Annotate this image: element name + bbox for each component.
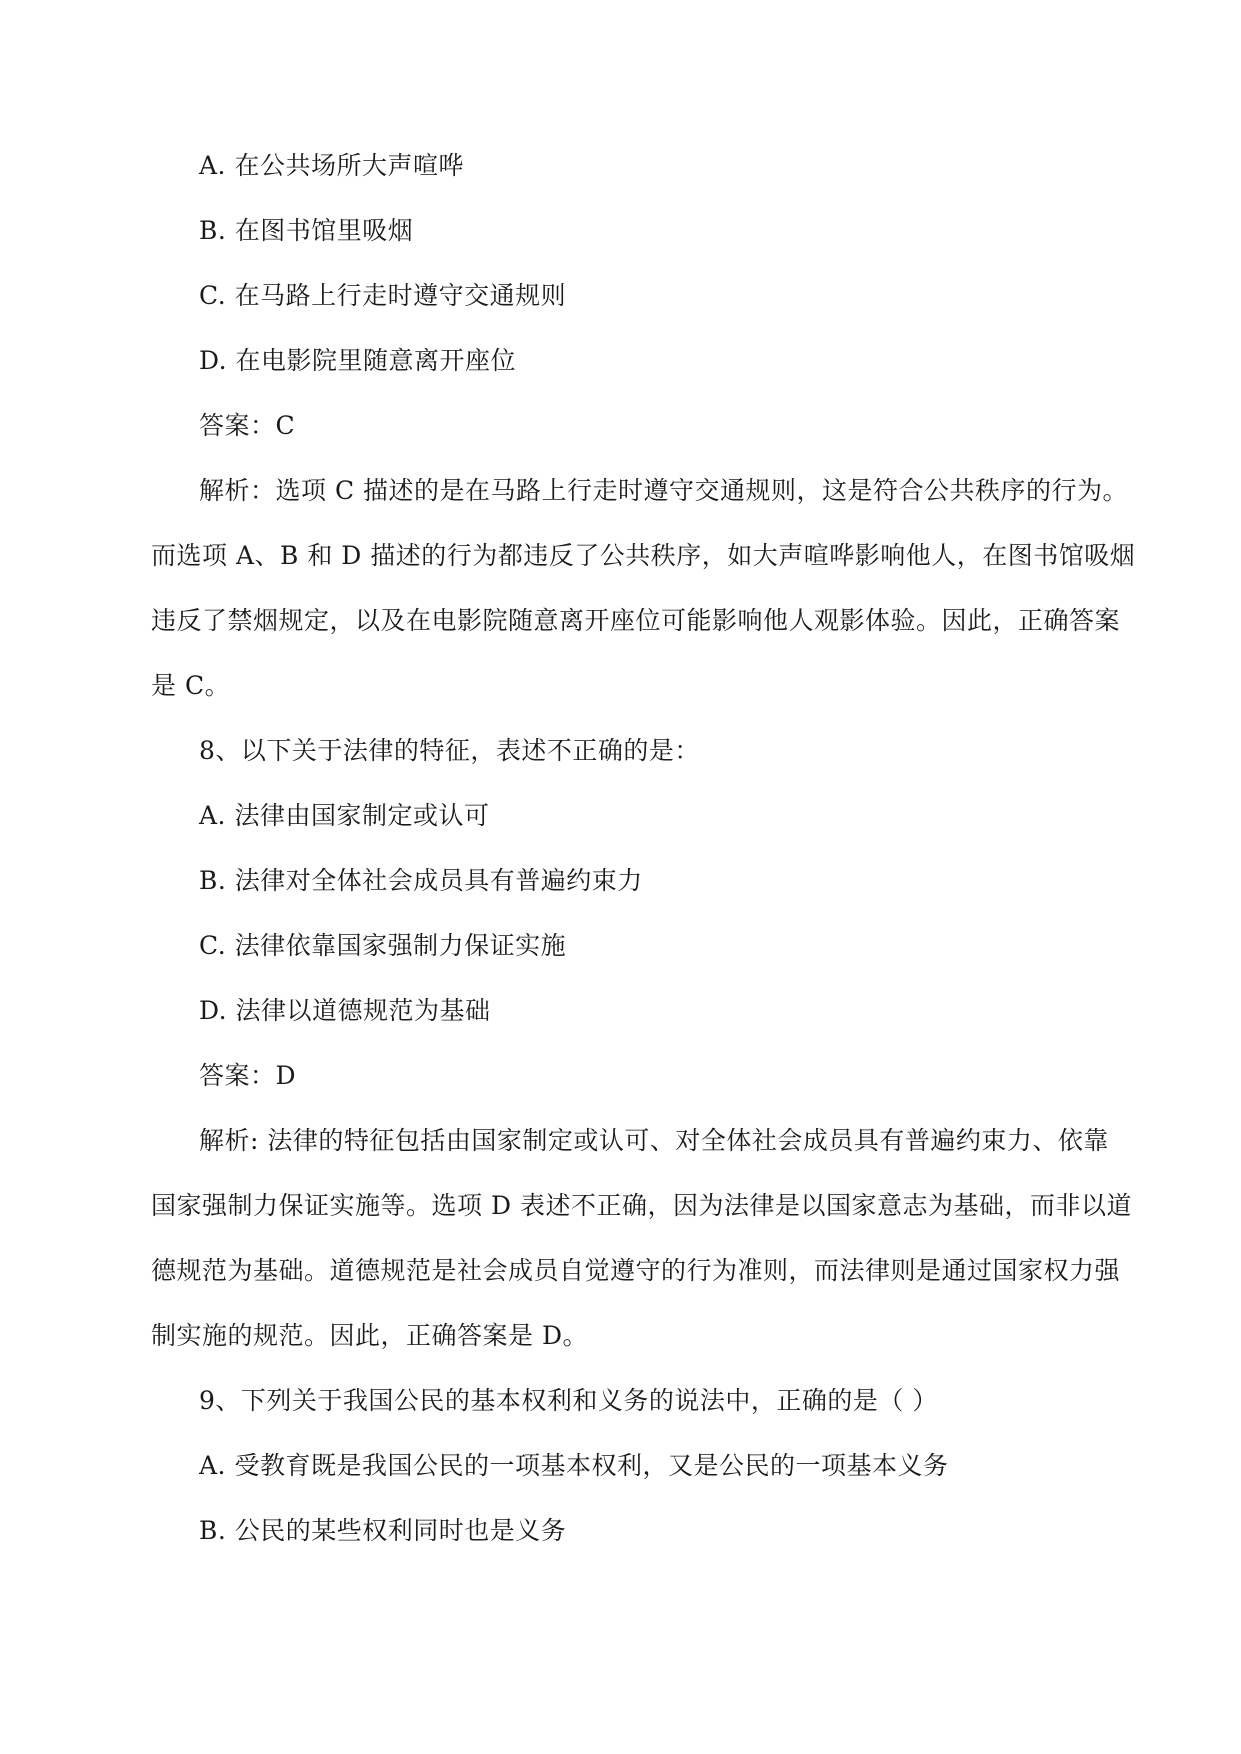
q7-option-a: A. 在公共场所大声喧哗	[199, 151, 464, 180]
q8-option-b: B. 法律对全体社会成员具有普遍约束力	[199, 866, 643, 895]
q7-analysis-line-3: 违反了禁烟规定，以及在电影院随意离开座位可能影响他人观影体验。因此，正确答案	[151, 606, 1121, 635]
q9-option-b: B. 公民的某些权利同时也是义务	[199, 1516, 567, 1545]
q7-option-c: C. 在马路上行走时遵守交通规则	[199, 281, 567, 310]
q8-option-a: A. 法律由国家制定或认可	[199, 801, 490, 830]
q8-option-c: C. 法律依靠国家强制力保证实施	[199, 931, 567, 960]
q7-analysis-line-4: 是 C。	[151, 671, 231, 700]
q8-analysis-line-2: 国家强制力保证实施等。选项 D 表述不正确，因为法律是以国家意志为基础，而非以道	[151, 1191, 1132, 1220]
q7-option-b: B. 在图书馆里吸烟	[199, 216, 414, 245]
q7-analysis-line-1: 解析：选项 C 描述的是在马路上行走时遵守交通规则，这是符合公共秩序的行为。	[199, 476, 1129, 505]
q9-question: 9、下列关于我国公民的基本权利和义务的说法中，正确的是（ ）	[199, 1386, 938, 1415]
q7-analysis-line-2: 而选项 A、B 和 D 描述的行为都违反了公共秩序，如大声喧哗影响他人，在图书馆吸烟	[151, 541, 1136, 570]
q7-option-d: D. 在电影院里随意离开座位	[199, 346, 517, 375]
q8-analysis-line-1: 解析: 法律的特征包括由国家制定或认可、对全体社会成员具有普遍约束力、依靠	[199, 1126, 1109, 1155]
q8-answer: 答案：D	[199, 1061, 297, 1090]
q7-answer: 答案：C	[199, 411, 296, 440]
q9-option-a: A. 受教育既是我国公民的一项基本权利，又是公民的一项基本义务	[199, 1451, 949, 1480]
q8-question: 8、以下关于法律的特征，表述不正确的是：	[199, 736, 700, 765]
q8-analysis-line-4: 制实施的规范。因此，正确答案是 D。	[151, 1321, 588, 1350]
q8-option-d: D. 法律以道德规范为基础	[199, 996, 491, 1025]
q8-analysis-line-3: 德规范为基础。道德规范是社会成员自觉遵守的行为准则，而法律则是通过国家权力强	[151, 1256, 1121, 1285]
